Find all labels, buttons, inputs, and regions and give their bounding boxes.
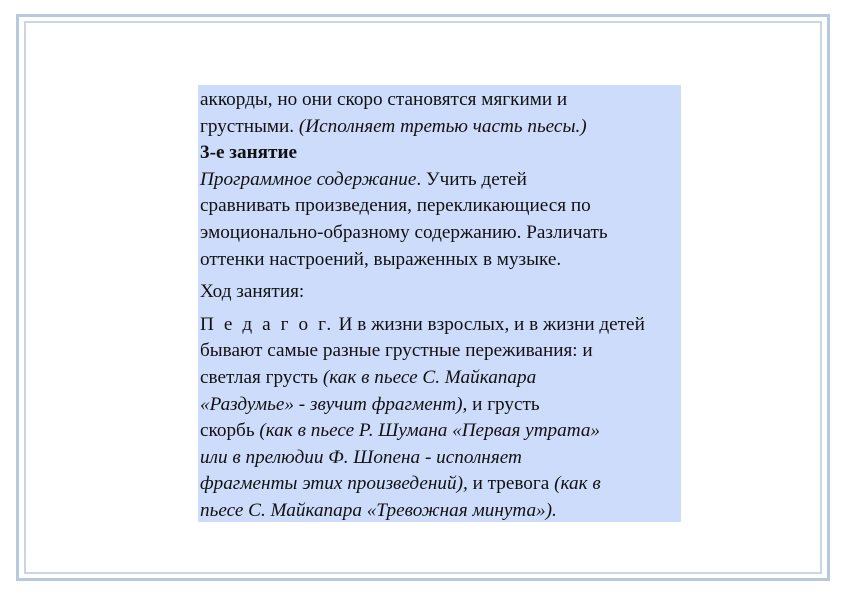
heading-text: 3-е занятие xyxy=(200,142,298,164)
text-line: эмоционально-образному содержанию. Различать xyxy=(200,221,608,243)
stage-direction: (как в пьесе Р. Шумана «Первая утрата» xyxy=(259,420,601,442)
paragraph-program xyxy=(200,167,681,273)
text-line: бывают самые разные грустные переживания: и xyxy=(200,340,593,362)
stage-direction: (как в xyxy=(554,473,601,495)
speaker-label: П е д а г о г. xyxy=(200,313,334,335)
text-line xyxy=(200,114,681,141)
text-fragment: . Учить детей xyxy=(416,168,527,190)
text-line: аккорды, но они скоро становятся мягкими и xyxy=(200,89,568,110)
text-line xyxy=(200,167,681,194)
text-line: сравнивать произведения, перекликающиеся по xyxy=(200,195,591,217)
text-content-box xyxy=(198,85,681,522)
text-fragment: светлая грусть xyxy=(200,366,323,388)
text-fragment: скорбь xyxy=(200,420,260,442)
stage-direction: пьесе С. Майкапара «Тревожная минута»). xyxy=(200,499,557,521)
text-fragment: и тревога xyxy=(467,473,555,495)
program-label: Программное содержание xyxy=(200,168,417,190)
text-fragment: грустными. xyxy=(200,115,299,137)
stage-direction: (Исполняет третью часть пьесы.) xyxy=(298,115,587,137)
text-fragment: И в жизни взрослых, и в жизни детей xyxy=(333,313,645,335)
paragraph-teacher xyxy=(200,312,681,525)
paragraph-intro xyxy=(200,87,681,140)
text-line xyxy=(200,471,681,498)
text-line xyxy=(200,418,681,445)
stage-direction: фрагменты этих произведений), xyxy=(200,473,468,495)
stage-direction: (как в пьесе С. Майкапара xyxy=(322,366,537,388)
text-fragment: и грусть xyxy=(467,393,540,415)
text-line: оттенки настроений, выраженных в музыке. xyxy=(200,248,562,270)
lesson-heading xyxy=(200,140,681,167)
stage-direction: или в прелюдии Ф. Шопена - исполняет xyxy=(200,446,522,468)
text-line xyxy=(200,365,681,392)
stage-direction: «Раздумье» - звучит фрагмент), xyxy=(200,393,468,415)
paragraph-lesson-course xyxy=(200,279,681,306)
text-line: Ход занятия: xyxy=(200,281,305,303)
text-line xyxy=(200,312,681,339)
text-line xyxy=(200,392,681,419)
